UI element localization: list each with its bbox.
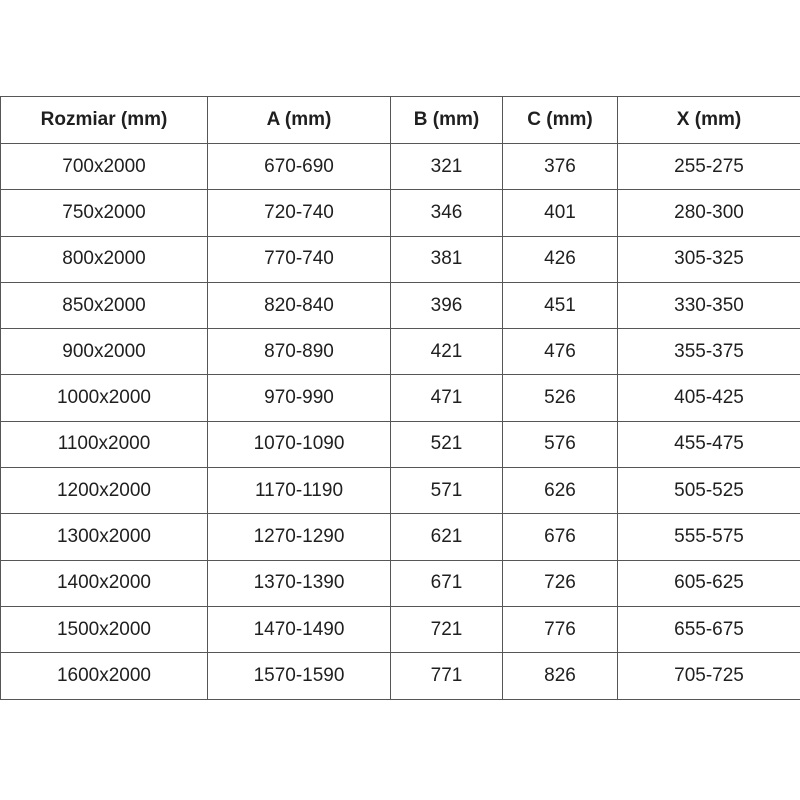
table-cell: 376 [503,144,618,190]
table-row [1,375,800,421]
size-table-container [0,96,800,700]
table-cell: 771 [391,653,503,699]
table-cell: 605-625 [618,560,800,606]
table-header [1,97,800,144]
table-cell: 826 [503,653,618,699]
table-cell: 670-690 [208,144,391,190]
table-cell: 626 [503,468,618,514]
table-cell: 770-740 [208,236,391,282]
table-body [1,144,800,700]
table-cell: 396 [391,282,503,328]
table-row [1,144,800,190]
table-cell: 521 [391,421,503,467]
table-row [1,329,800,375]
table-cell: 471 [391,375,503,421]
table-cell: 1400x2000 [1,560,208,606]
table-row [1,468,800,514]
table-cell: 421 [391,329,503,375]
table-cell: 1500x2000 [1,606,208,652]
table-cell: 970-990 [208,375,391,421]
table-cell: 721 [391,606,503,652]
table-cell: 1170-1190 [208,468,391,514]
table-cell: 1570-1590 [208,653,391,699]
table-cell: 820-840 [208,282,391,328]
table-cell: 676 [503,514,618,560]
size-table [0,96,800,700]
table-cell: 405-425 [618,375,800,421]
table-cell: 505-525 [618,468,800,514]
table-cell: 1100x2000 [1,421,208,467]
table-cell: 426 [503,236,618,282]
table-row [1,236,800,282]
table-cell: 330-350 [618,282,800,328]
table-cell: 401 [503,190,618,236]
column-header: C (mm) [503,97,618,144]
table-cell: 671 [391,560,503,606]
table-row [1,282,800,328]
table-cell: 870-890 [208,329,391,375]
table-cell: 1470-1490 [208,606,391,652]
table-cell: 1000x2000 [1,375,208,421]
table-cell: 776 [503,606,618,652]
table-cell: 705-725 [618,653,800,699]
column-header: A (mm) [208,97,391,144]
table-row [1,560,800,606]
table-cell: 655-675 [618,606,800,652]
table-cell: 900x2000 [1,329,208,375]
table-cell: 305-325 [618,236,800,282]
table-cell: 255-275 [618,144,800,190]
column-header: X (mm) [618,97,800,144]
table-cell: 1300x2000 [1,514,208,560]
header-row [1,97,800,144]
column-header: Rozmiar (mm) [1,97,208,144]
table-cell: 850x2000 [1,282,208,328]
table-cell: 555-575 [618,514,800,560]
table-cell: 280-300 [618,190,800,236]
table-cell: 381 [391,236,503,282]
table-cell: 1600x2000 [1,653,208,699]
table-cell: 476 [503,329,618,375]
table-cell: 321 [391,144,503,190]
table-cell: 700x2000 [1,144,208,190]
table-cell: 576 [503,421,618,467]
table-cell: 571 [391,468,503,514]
table-cell: 1370-1390 [208,560,391,606]
table-cell: 726 [503,560,618,606]
column-header: B (mm) [391,97,503,144]
table-cell: 355-375 [618,329,800,375]
table-cell: 750x2000 [1,190,208,236]
table-row [1,514,800,560]
table-cell: 800x2000 [1,236,208,282]
table-cell: 451 [503,282,618,328]
table-cell: 621 [391,514,503,560]
table-cell: 1200x2000 [1,468,208,514]
table-cell: 1270-1290 [208,514,391,560]
table-cell: 526 [503,375,618,421]
table-cell: 455-475 [618,421,800,467]
table-row [1,653,800,699]
table-row [1,606,800,652]
table-cell: 346 [391,190,503,236]
table-cell: 1070-1090 [208,421,391,467]
table-row [1,421,800,467]
table-row [1,190,800,236]
table-cell: 720-740 [208,190,391,236]
